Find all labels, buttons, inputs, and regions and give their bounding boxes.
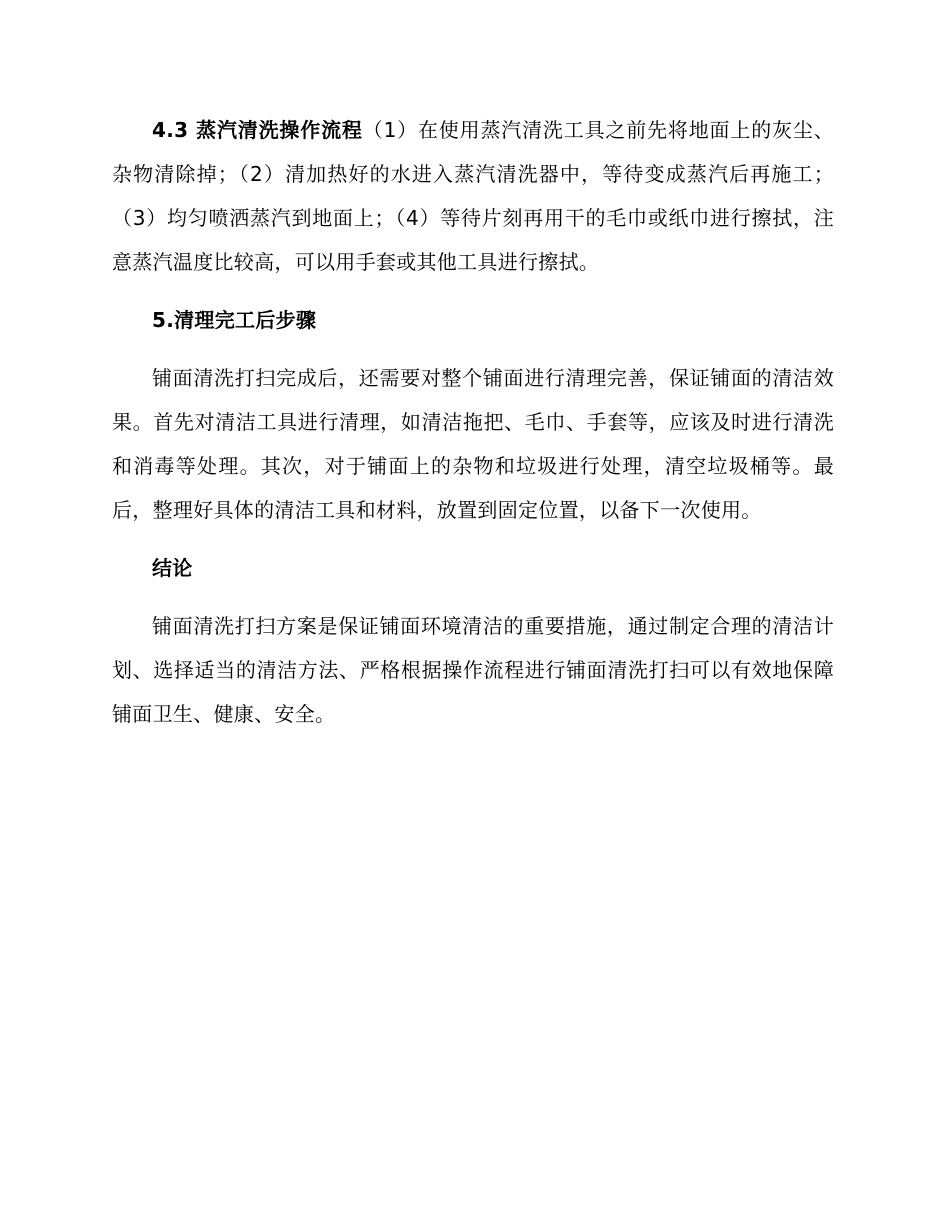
conclusion-heading: 结论 (152, 556, 193, 580)
after-cleaning-heading: 5.清理完工后步骤 (152, 308, 317, 332)
steam-cleaning-text: （1）在使用蒸汽清洗工具之前先将地面上的灰尘、杂物清除掉；（2）清加热好的水进入蒸汽清洗器中，等待变成蒸汽后再施工；（3）均匀喷洒蒸汽到地面上；（4）等待片刻再用干的毛巾或纸巾进行擦拭，注意蒸汽温度比较高，可以用手套或其他工具进行擦拭。 (112, 118, 834, 274)
steam-cleaning-paragraph (112, 108, 834, 284)
document-body (112, 108, 834, 750)
conclusion-paragraph: 铺面清洗打扫方案是保证铺面环境清洁的重要措施，通过制定合理的清洁计划、选择适当的清洁方法、严格根据操作流程进行铺面清洗打扫可以有效地保障铺面卫生、健康、安全。 (112, 614, 834, 726)
steam-cleaning-heading: 4.3 蒸汽清洗操作流程 (152, 118, 363, 142)
after-cleaning-paragraph: 铺面清洗打扫完成后，还需要对整个铺面进行清理完善，保证铺面的清洁效果。首先对清洁工具进行清理，如清洁拖把、毛巾、手套等，应该及时进行清洗和消毒等处理。其次，对于铺面上的杂物和垃圾进行处理，清空垃圾桶等。最后，整理好具体的清洁工具和材料，放置到固定位置，以备下一次使用。 (112, 366, 834, 522)
